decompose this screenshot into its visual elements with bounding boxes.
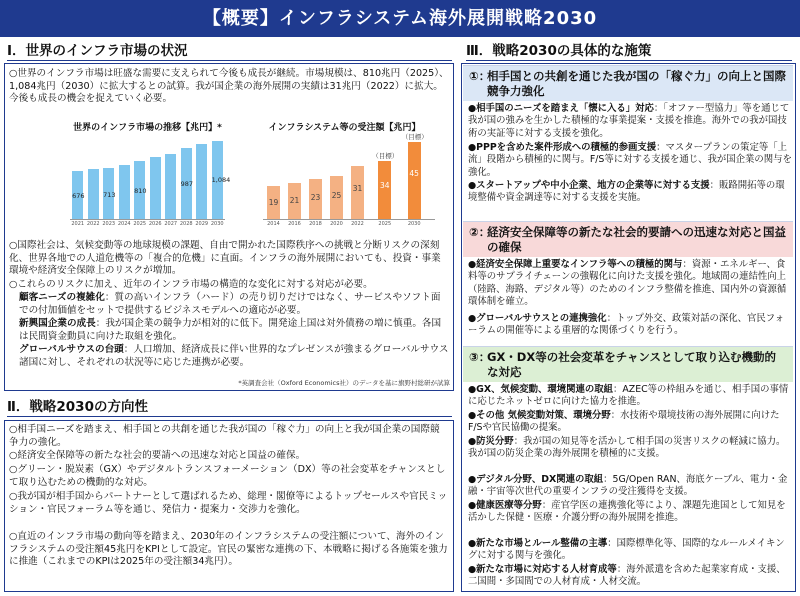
- market-x-tick: 2022: [86, 221, 100, 227]
- orders-x-tick: 2020: [330, 221, 343, 227]
- market-bar-2021: [72, 171, 83, 219]
- source-note: *英調査会社（Oxford Economics社）のデータを基に旗野村総研が試算: [238, 379, 450, 387]
- section-1-intro: ○世界のインフラ市場は旺盛な需要に支えられて今後も成長が継続。市場規模は、810兆円（2025）、1,084兆円（2030）に拡大するとの試算。我が国企業の海外展開の実績は31兆円（2022）に拡大。今後も成長の機会を捉えていく必要。: [9, 68, 449, 104]
- policy-3-3: ●防災分野：我が国の知見等を活かして相手国の災害リスクの軽減に協力。我が国の防災企業の海外展開を積極的に支援。: [468, 436, 786, 460]
- orders-x-tick: 2018: [309, 221, 322, 227]
- orders-bar-2022: [351, 166, 364, 219]
- market-bar-label: 676: [72, 192, 85, 201]
- market-x-tick: 2027: [164, 221, 178, 227]
- bullet-emerging-firms: 新興国企業の成長：我が国企業の競争力が相対的に低下。開発途上国は対外債務の増に慎重。各国は民間資金動員に向けた取組を強化。: [19, 318, 442, 342]
- policy-1-2: ●PPPを含めた案件形成への積極的参画支援：マスタープランの策定等「上流」段階から積極的に関与。F/S等に対する支援を通じ、我が国企業の関与を強化。: [468, 142, 792, 178]
- section-1-p3: ○これらのリスクに加え、近年のインフラ市場の構造的な変化に対する対応が必要。: [9, 279, 373, 290]
- market-x-tick: 2028: [179, 221, 193, 227]
- orders-bar-2014: [267, 186, 280, 219]
- orders-bar-2030: [401, 132, 428, 219]
- section-1-box: [4, 63, 454, 391]
- market-x-tick: 2021: [71, 221, 85, 227]
- market-bar-label: 810: [134, 187, 147, 196]
- direction-2: ○経済安全保障等の新たな社会的要請への迅速な対応と国益の確保。: [9, 450, 306, 461]
- section-3-heading: Ⅲ．戦略2030の具体的な施策: [466, 42, 792, 61]
- orders-bar-label: 21: [289, 195, 300, 205]
- market-chart: [60, 120, 235, 235]
- orders-bar-2020: [330, 176, 343, 219]
- orders-x-tick: 2025: [378, 221, 392, 227]
- orders-x-tick: 2014: [267, 221, 280, 227]
- market-chart-plot: [70, 134, 231, 220]
- policy-3-1: ●GX、気候変動、環境関連の取組：AZEC等の枠組みを通じ、相手国の事情に応じたネットゼロに向けた協力を推進。: [468, 384, 789, 408]
- direction-3: ○グリーン・脱炭素（GX）やデジタルトランスフォーメーション（DX）等の社会変革をチャンスとして取り込むための機動的な対応。: [9, 464, 446, 488]
- policy-3-5: ●健康医療等分野：産官学医の連携強化等により、課題先進国として知見を活かした保健・医療・介護分野の海外展開を推進。: [468, 500, 786, 524]
- market-bar-2023: [103, 168, 114, 219]
- market-bar-2029: [196, 144, 207, 219]
- market-bar-label: 987: [180, 180, 194, 189]
- orders-bar-label: 19: [268, 197, 279, 207]
- orders-bar-2025: [372, 151, 399, 219]
- orders-chart-plot: [263, 134, 435, 220]
- orders-x-tick: 2016: [288, 221, 301, 227]
- orders-chart-title: インフラシステム等の受注額【兆円】: [268, 123, 421, 133]
- policy-band-1: ①： 相手国との共創を通じた我が国の「稼ぐ力」の向上と国際競争力強化: [463, 65, 793, 101]
- policy-1-1: ●相手国のニーズを踏まえ「懐に入る」対応：「オファー型協力」等を通じて我が国の強みを生かした積極的な事業提案・支援を推進。海外での我が国技術の実証等に対する支援を強化。: [468, 103, 790, 139]
- direction-4: ○我が国が相手国からパートナーとして選ばれるため、総理・閣僚等によるトップセールスや官民ミッション・官民フォーラム等を通じ、発信力・提案力・交渉力を強化。: [9, 491, 448, 515]
- policy-2-2: ●グローバルサウスとの連携強化：トップ外交、政策対話の深化、官民フォーラムの開催等による重層的な関係づくりを行う。: [468, 313, 785, 337]
- policy-band-2: ②： 経済安全保障等の新たな社会的要請への迅速な対応と国益の確保: [463, 221, 793, 257]
- policy-2-1: ●経済安全保障上重要なインフラ等への積極的関与：資源・エネルギー、食料等のサプライチェーンの強靱化に向けた支援を強化。地域間の連結性向上（陸路、海路、デジタル等）のためのインフラ整備を推進、国内外の資源循環体制を確立。: [468, 259, 787, 307]
- policy-3-4: ●デジタル分野、DX関連の取組：5G/Open RAN、海底ケーブル、電力・金融・宇宙等次世代の重要インフラの受注獲得を支援。: [468, 474, 788, 498]
- market-bar-2030: [211, 141, 231, 219]
- orders-x-tick: 2022: [351, 221, 364, 227]
- orders-bar-label: 45: [409, 168, 419, 178]
- direction-1: ○相手国ニーズを踏まえ、相手国との共創を通じた我が国の「稼ぐ力」の向上と我が国企業の国際競争力の強化。: [9, 424, 440, 448]
- orders-chart: [257, 120, 442, 235]
- market-chart-title: 世界のインフラ市場の推移【兆円】*: [73, 123, 222, 133]
- orders-bar-label: 31: [352, 184, 363, 194]
- market-x-tick: 2025: [133, 221, 147, 227]
- section-1-p2: ○国際社会は、気候変動等の地球規模の課題、自由で開かれた国際秩序への挑戦と分断リスクの深刻化、世界各地での人道危機等の「複合的危機」に直面。インフラの海外展開においても、投資・事業環境や経済安全保障上のリスクが増加。: [9, 240, 441, 276]
- policy-3-7: ●新たな市場に対応する人材育成等：海外派遣を含めた起業家育成・支援、二国間・多国間での人材育成・人材交流。: [468, 564, 786, 588]
- market-bar-2027: [165, 154, 176, 219]
- target-annotation: （目標）: [401, 132, 428, 141]
- direction-5: ○直近のインフラ市場の動向等を踏まえ、2030年のインフラシステムの受注額について、海外のインフラシステムの受注額45兆円をKPIとして設定。官民の緊密な連携の下、本戦略に掲げる各施策を強力に推進（これまでのKPIは2025年の受注額34兆円）。: [9, 531, 448, 567]
- policy-1-3: ●スタートアップや中小企業、地方の企業等に対する支援：販路開拓等の環境整備や資金調達等に対する支援を実施。: [468, 180, 785, 204]
- policy-band-3: ③： GX・DX等の社会変革をチャンスとして取り込む機動的な対応: [463, 346, 793, 382]
- market-bar-2022: [88, 169, 99, 219]
- orders-x-tick: 2030: [407, 221, 421, 227]
- market-x-tick: 2023: [102, 221, 116, 227]
- orders-bar-2018: [309, 179, 322, 219]
- section-1-heading: Ⅰ．世界のインフラ市場の状況: [7, 42, 452, 61]
- section-2-box: [4, 420, 454, 592]
- market-bar-label: 713: [103, 190, 116, 199]
- orders-bar-label: 23: [310, 193, 321, 203]
- market-bar-2026: [150, 157, 161, 219]
- target-annotation: （目標）: [372, 151, 399, 160]
- market-x-tick: 2024: [117, 221, 131, 227]
- orders-bar-2016: [288, 183, 301, 219]
- orders-bar-label: 34: [380, 180, 390, 190]
- market-bar-label: 1,084: [211, 176, 231, 185]
- policy-3-2: ●その他 気候変動対策、環境分野：水技術や環境技術の海外展開に向けたF/Sや官民協働の提案。: [468, 410, 780, 434]
- section-2-heading: Ⅱ．戦略2030の方向性: [7, 398, 452, 417]
- market-x-tick: 2029: [195, 221, 209, 227]
- market-x-tick: 2026: [148, 221, 162, 227]
- market-bar-2024: [119, 165, 130, 219]
- market-bar-2028: [181, 148, 192, 219]
- orders-bar-label: 25: [331, 191, 342, 201]
- market-bar-2025: [134, 161, 145, 219]
- bullet-global-south: グローバルサウスの台頭：人口増加、経済成長に伴い世界的なプレゼンスが強まるグローバルサウス諸国に対し、それぞれの状況等に応じた連携が必要。: [19, 344, 449, 368]
- policy-3-6: ●新たな市場とルール整備の主導：国際標準化等、国際的なルールメイキングに対する関与を強化。: [468, 538, 785, 562]
- bullet-customer-needs: 顧客ニーズの複雑化：質の高いインフラ（ハード）の売り切りだけではなく、サービスやソフト面での付加価値をセットで提供するビジネスモデルへの適応が必要。: [19, 292, 441, 316]
- market-x-tick: 2030: [210, 221, 224, 227]
- page-title: 【概要】インフラシステム海外展開戦略2030: [0, 0, 800, 37]
